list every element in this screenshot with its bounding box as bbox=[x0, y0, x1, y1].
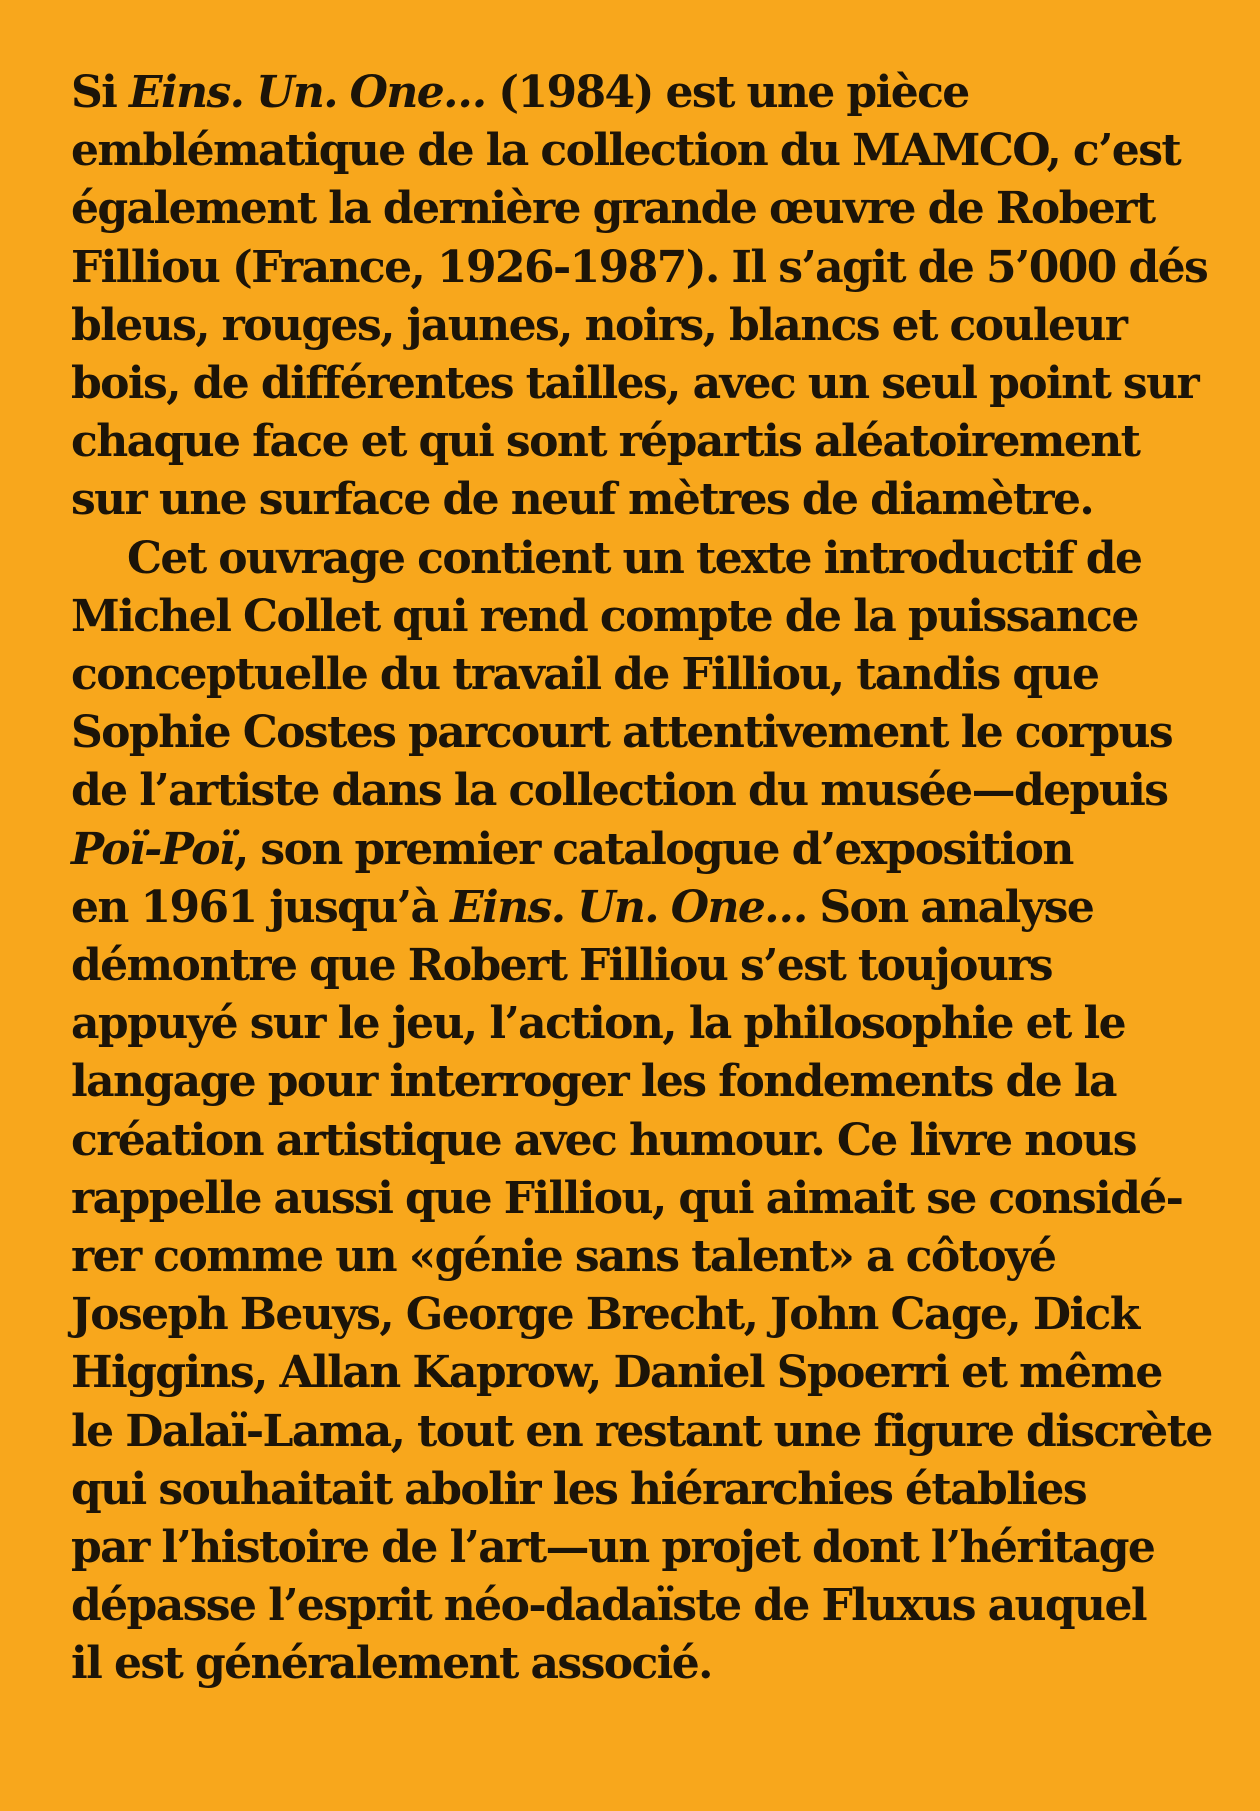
artwork-title-2: Eins. Un. One… bbox=[450, 881, 807, 933]
artwork-title: Eins. Un. One… bbox=[129, 67, 486, 118]
p2-line-16: le Dalaï-Lama, tout en restant une figure discrète bbox=[71, 1405, 1212, 1457]
p2-line-11: création artistique avec humour. Ce livre nous bbox=[71, 1114, 1136, 1166]
p2-line-15: Higgins, Allan Kaprow, Daniel Spoerri et même bbox=[71, 1347, 1162, 1399]
p1-line-1 bbox=[71, 64, 1200, 122]
p1-line-2: emblématique de la collection du MAMCO, c’est bbox=[71, 125, 1181, 177]
p2-line-8: démontre que Robert Filliou s’est toujours bbox=[71, 940, 1052, 992]
p2-line-3: conceptuelle du travail de Filliou, tandis que bbox=[71, 649, 1099, 701]
p2-line-9: appuyé sur le jeu, l’action, la philosophie et le bbox=[71, 998, 1126, 1050]
p2-line-10: langage pour interroger les fondements de la bbox=[71, 1056, 1116, 1108]
p2-line-7-a: en 1961 jusqu’à bbox=[71, 881, 451, 933]
p1-line-4: Filliou (France, 1926-1987). Il s’agit de 5’000 dés bbox=[71, 241, 1208, 293]
p2-line-7-c: Son analyse bbox=[806, 881, 1094, 933]
p2-line-7 bbox=[71, 879, 1200, 937]
p2-line-14: Joseph Beuys, George Brecht, John Cage, Dick bbox=[71, 1289, 1139, 1341]
p2-line-4: Sophie Costes parcourt attentivement le corpus bbox=[71, 707, 1173, 759]
p1-line-7: chaque face et qui sont répartis aléatoirement bbox=[71, 416, 1140, 468]
p2-line-5: de l’artiste dans la collection du musée—depuis bbox=[71, 765, 1168, 817]
p1-line-3: également la dernière grande œuvre de Robert bbox=[71, 183, 1155, 235]
p1-line-8: sur une surface de neuf mètres de diamètre. bbox=[71, 474, 1094, 526]
p1-line-1-c: (1984) est une pièce bbox=[485, 67, 969, 118]
p2-line-19: dépasse l’esprit néo-dadaïste de Fluxus auquel bbox=[71, 1580, 1146, 1632]
catalogue-title: Poï-Poï bbox=[71, 823, 234, 875]
p2-line-20: il est généralement associé. bbox=[71, 1638, 712, 1690]
p2-line-2: Michel Collet qui rend compte de la puissance bbox=[71, 590, 1138, 642]
p1-line-6: bois, de différentes tailles, avec un seul point sur bbox=[71, 358, 1199, 410]
p2-line-6-b: , son premier catalogue d’exposition bbox=[234, 823, 1073, 875]
p2-line-1: Cet ouvrage contient un texte introductif de bbox=[127, 532, 1142, 584]
p2-line-17: qui souhaitait abolir les hiérarchies établies bbox=[71, 1463, 1086, 1515]
p1-line-1-a: Si bbox=[71, 67, 130, 118]
book-description bbox=[71, 64, 1212, 1694]
p2-line-12: rappelle aussi que Filliou, qui aimait se considé- bbox=[71, 1172, 1183, 1224]
p2-line-13: rer comme un «génie sans talent» a côtoyé bbox=[71, 1231, 1056, 1283]
p1-line-5: bleus, rouges, jaunes, noirs, blancs et couleur bbox=[71, 299, 1127, 351]
p2-line-18: par l’histoire de l’art—un projet dont l’héritage bbox=[71, 1522, 1155, 1574]
p2-line-6 bbox=[71, 821, 1200, 879]
